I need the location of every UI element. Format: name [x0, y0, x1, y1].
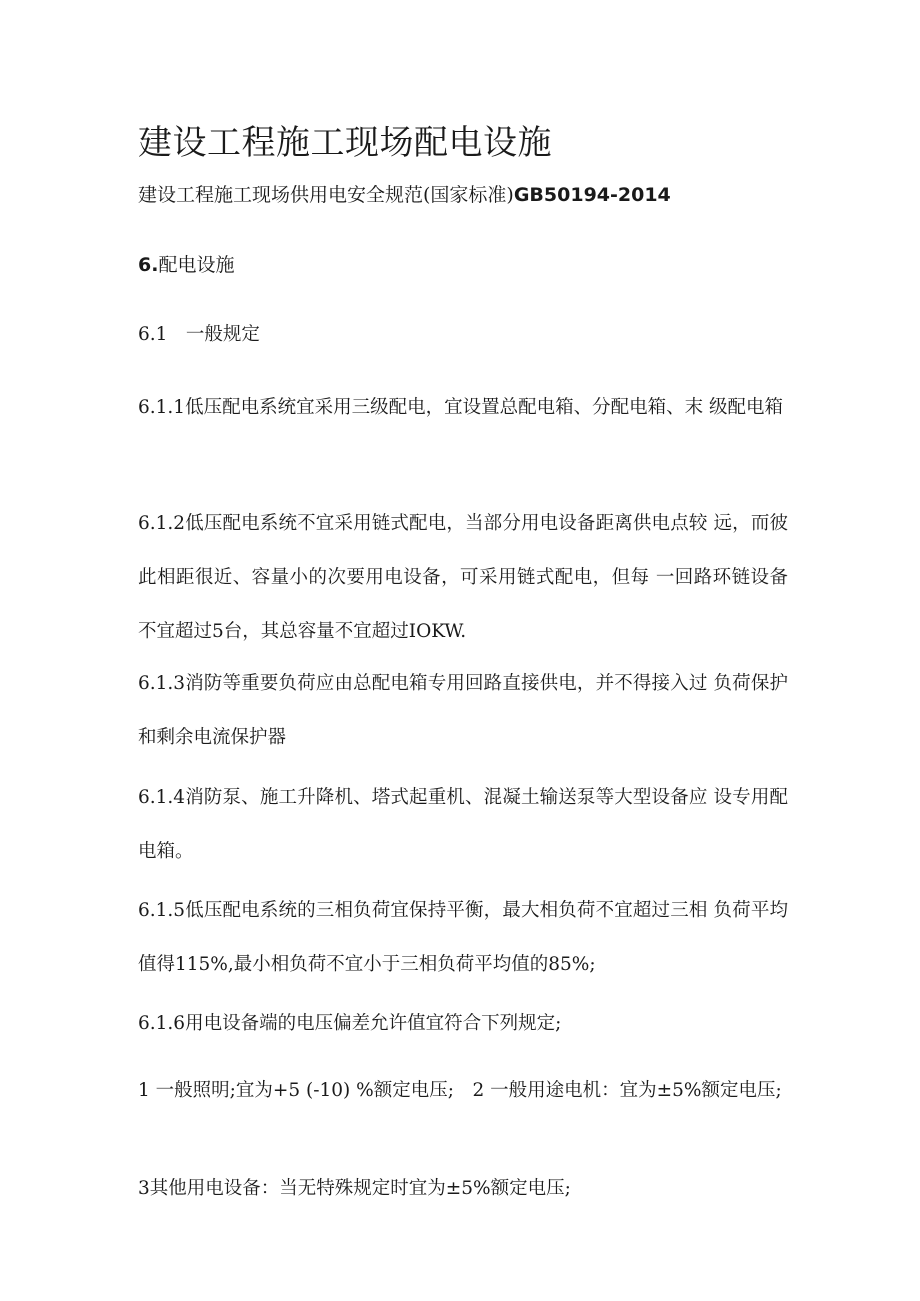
chapter-title: 配电设施 — [158, 254, 235, 276]
standard-code: GB50194-2014 — [513, 184, 671, 206]
paragraph-6-1-3: 6.1.3消防等重要负荷应由总配电箱专用回路直接供电，并不得接入过 负荷保护和剩余电流保护器 — [138, 673, 788, 748]
subtitle-text: 建设工程施工现场供用电安全规范(国家标准) — [138, 184, 514, 206]
chapter-heading — [138, 250, 234, 280]
chapter-number: 6. — [138, 254, 159, 276]
paragraph-6-1-4: 6.1.4消防泵、施工升降机、塔式起重机、混凝土输送泵等大型设备应 设专用配电箱。 — [138, 787, 788, 862]
paragraph-6-1-1: 6.1.1低压配电系统宜采用三级配电，宜设置总配电箱、分配电箱、末 级配电箱 — [138, 397, 783, 418]
paragraph-6-1-2: 6.1.2低压配电系统不宜采用链式配电，当部分用电设备距离供电点较 远，而彼此相距很近、容量小的次要用电设备，可采用链式配电，但每 一回路环链设备不宜超过5台，其总容量不宜超过IOKW. — [138, 513, 788, 642]
document-title: 建设工程施工现场配电设施 — [138, 123, 552, 163]
paragraph-items-1-2: 1 一般照明;宜为+5 (-10) %额定电压; 2 一般用途电机：宜为±5%额定电压; — [138, 1080, 782, 1101]
paragraph-item-3: 3其他用电设备：当无特殊规定时宜为±5%额定电压; — [138, 1178, 571, 1199]
section-6-1-heading: 6.1 一般规定 — [138, 324, 260, 345]
paragraph-6-1-6: 6.1.6用电设备端的电压偏差允许值宜符合下列规定; — [138, 1013, 562, 1034]
paragraph-6-1-5: 6.1.5低压配电系统的三相负荷宜保持平衡，最大相负荷不宜超过三相 负荷平均值得115%,最小相负荷不宜小于三相负荷平均值的85%; — [138, 900, 788, 975]
document-subtitle — [138, 180, 671, 210]
